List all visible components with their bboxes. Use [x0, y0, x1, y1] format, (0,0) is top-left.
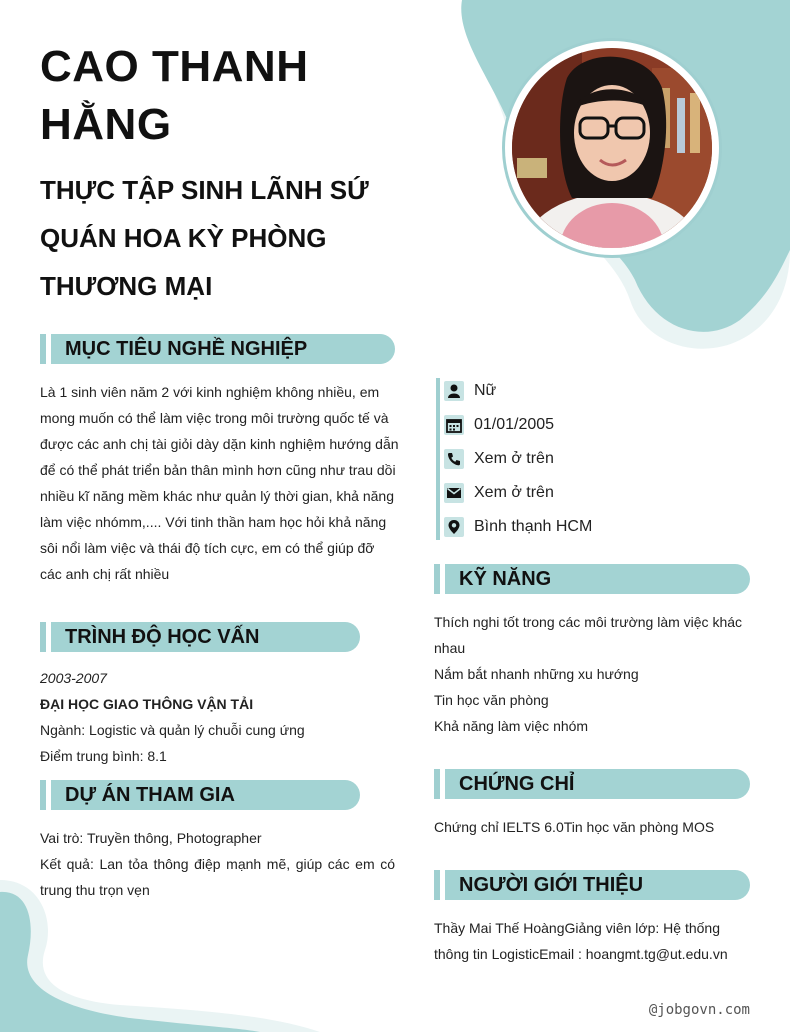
project-result-line-2: trung thu trọn vẹn: [40, 882, 150, 898]
objective-line: làm việc nhómm,.... Với tinh thần ham học hỏi khả năng: [40, 514, 387, 530]
objective-line: các anh chị rất nhiều: [40, 566, 170, 582]
objective-line: được các anh chị tài giỏi dày dặn kinh nghiệm hướng dẫn: [40, 436, 399, 452]
objective-line: sôi nổi làm việc và thái độ tích cực, em có thể giúp đỡ: [40, 540, 375, 556]
education-gpa: Điểm trung bình: 8.1: [40, 748, 167, 764]
location-pin-icon: [444, 517, 464, 537]
project-role: Vai trò: Truyền thông, Photographer: [40, 830, 262, 846]
education-major: Ngành: Logistic và quản lý chuỗi cung ứng: [40, 722, 305, 738]
gender-text: Nữ: [474, 382, 497, 399]
objective-heading-label: MỤC TIÊU NGHỀ NGHIỆP: [65, 338, 308, 360]
skill-item: Tin học văn phòng: [434, 692, 549, 708]
phone-icon: [444, 449, 464, 469]
education-years: 2003-2007: [40, 670, 107, 686]
education-school: ĐẠI HỌC GIAO THÔNG VẬN TẢI: [40, 696, 254, 712]
projects-heading: [40, 780, 360, 810]
education-heading: [40, 622, 360, 652]
education-details: [40, 665, 400, 769]
certificates-heading-label: CHỨNG CHỈ: [459, 773, 575, 795]
reference-line-1: Thầy Mai Thế HoàngGiảng viên lớp: Hệ thống: [434, 920, 720, 936]
address-text: Bình thạnh HCM: [474, 518, 593, 535]
projects-heading-label: DỰ ÁN THAM GIA: [65, 784, 235, 806]
skills-heading: [434, 564, 750, 594]
calendar-icon: [444, 415, 464, 435]
objective-line: nhiều kĩ năng mềm khác như quản lý thời gian, khả năng: [40, 488, 394, 504]
watermark: @jobgovn.com: [648, 1002, 750, 1018]
skill-item: Khả năng làm việc nhóm: [434, 718, 589, 734]
education-heading-label: TRÌNH ĐỘ HỌC VẤN: [65, 626, 260, 648]
objective-line: để có thể phát triển bản thân mình hơn cũng như trau dồi: [40, 462, 396, 478]
certificates-text: Chứng chỉ IELTS 6.0Tin học văn phòng MOS: [434, 819, 715, 835]
name-line-2: HẰNG: [40, 100, 172, 149]
skills-list: [434, 609, 754, 739]
name-line-1: CAO THANH: [40, 42, 309, 91]
avatar: [512, 48, 712, 248]
avatar-photo: [512, 48, 712, 248]
person-icon: [444, 381, 464, 401]
title-line-2: QUÁN HOA KỲ PHÒNG: [40, 223, 327, 253]
mail-icon: [444, 483, 464, 503]
skill-item: nhau: [434, 640, 466, 656]
title-line-1: THỰC TẬP SINH LÃNH SỨ: [40, 175, 369, 205]
title-line-3: THƯƠNG MẠI: [40, 271, 213, 301]
objective-line: Là 1 sinh viên năm 2 với kinh nghiệm không nhiều, em: [40, 384, 380, 400]
skill-item: Thích nghi tốt trong các môi trường làm việc khác: [434, 614, 743, 630]
candidate-name: [40, 38, 440, 154]
birthday-text: 01/01/2005: [474, 416, 555, 433]
job-title: [40, 166, 440, 310]
objective-line: mong muốn có thể làm việc trong môi trường quốc tế và: [40, 410, 389, 426]
skills-heading-label: KỸ NĂNG: [459, 568, 552, 590]
references-heading: [434, 870, 750, 900]
references-heading-label: NGƯỜI GIỚI THIỆU: [459, 874, 644, 896]
contact-divider: [436, 378, 440, 540]
skill-item: Nắm bắt nhanh những xu hướng: [434, 666, 639, 682]
project-result-line-1: Kết quả: Lan tỏa thông điệp mạnh mẽ, giúp các em có: [40, 856, 395, 872]
objective-text: [40, 379, 400, 587]
phone-text: Xem ở trên: [474, 450, 554, 467]
reference-line-2: thông tin LogisticEmail : hoangmt.tg@ut.edu.vn: [434, 946, 728, 962]
objective-heading: [40, 334, 395, 364]
email-text: Xem ở trên: [474, 484, 554, 501]
references-text: [434, 915, 764, 967]
certificates-heading: [434, 769, 750, 799]
projects-details: [40, 825, 395, 903]
